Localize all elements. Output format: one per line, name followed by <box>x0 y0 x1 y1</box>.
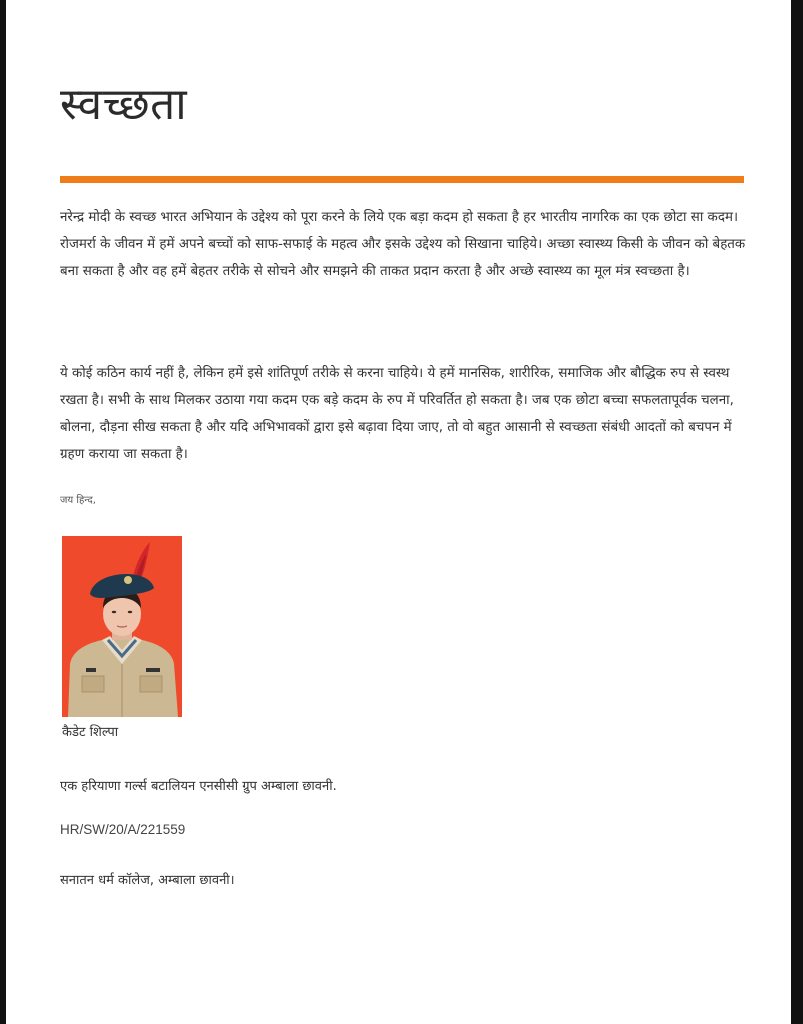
unit-line: एक हरियाणा गर्ल्स बटालियन एनसीसी ग्रुप अम्बाला छावनी. <box>60 779 337 794</box>
title-divider <box>60 176 744 183</box>
cadet-photo <box>62 536 182 717</box>
salutation: जय हिन्द, <box>60 495 96 506</box>
photo-caption: कैडेट शिल्पा <box>62 725 119 740</box>
page-title: स्वच्छता <box>60 79 188 130</box>
college-line: सनातन धर्म कॉलेज, अम्बाला छावनी। <box>60 873 235 888</box>
paragraph-2: ये कोई कठिन कार्य नहीं है, लेकिन हमें इसे शांतिपूर्ण तरीके से करना चाहिये। ये हमें मानसिक, शारीरिक, समाजिक और बौद्धिक रुप से स्वस्थ रखता है। सभी के साथ मिलकर उठाया गया कदम एक बड़े कदम के रुप में परिवर्तित हो सकता है। जब एक छोटा बच्चा सफलतापूर्वक चलना, बोलना, दौड़ना सीख सकता है और यदि अभिभावकों द्वारा इसे बढ़ावा दिया जाए, तो वो बहुत आसानी से स्वच्छता संबंधी आदतों को बचपन में ग्रहण कराया जा सकता है। <box>60 366 734 462</box>
paragraph-1: नरेन्द्र मोदी के स्वच्छ भारत अभियान के उद्देश्य को पूरा करने के लिये एक बड़ा कदम हो सकता है हर भारतीय नागरिक का एक छोटा सा कदम। रोजमर्रा के जीवन में हमें अपने बच्चों को साफ-सफाई के महत्व और इसके उद्देश्य को सिखाना चाहिये। अच्छा स्वास्थ्य किसी के जीवन को बेहतक बना सकता है और वह हमें बेहतर तरीके से सोचने और समझने की ताकत प्रदान करता है और अच्छे स्वास्थ्य का मूल मंत्र स्वच्छता है। <box>60 210 746 279</box>
registration-number: HR/SW/20/A/221559 <box>60 822 186 837</box>
document-page <box>6 0 791 1024</box>
